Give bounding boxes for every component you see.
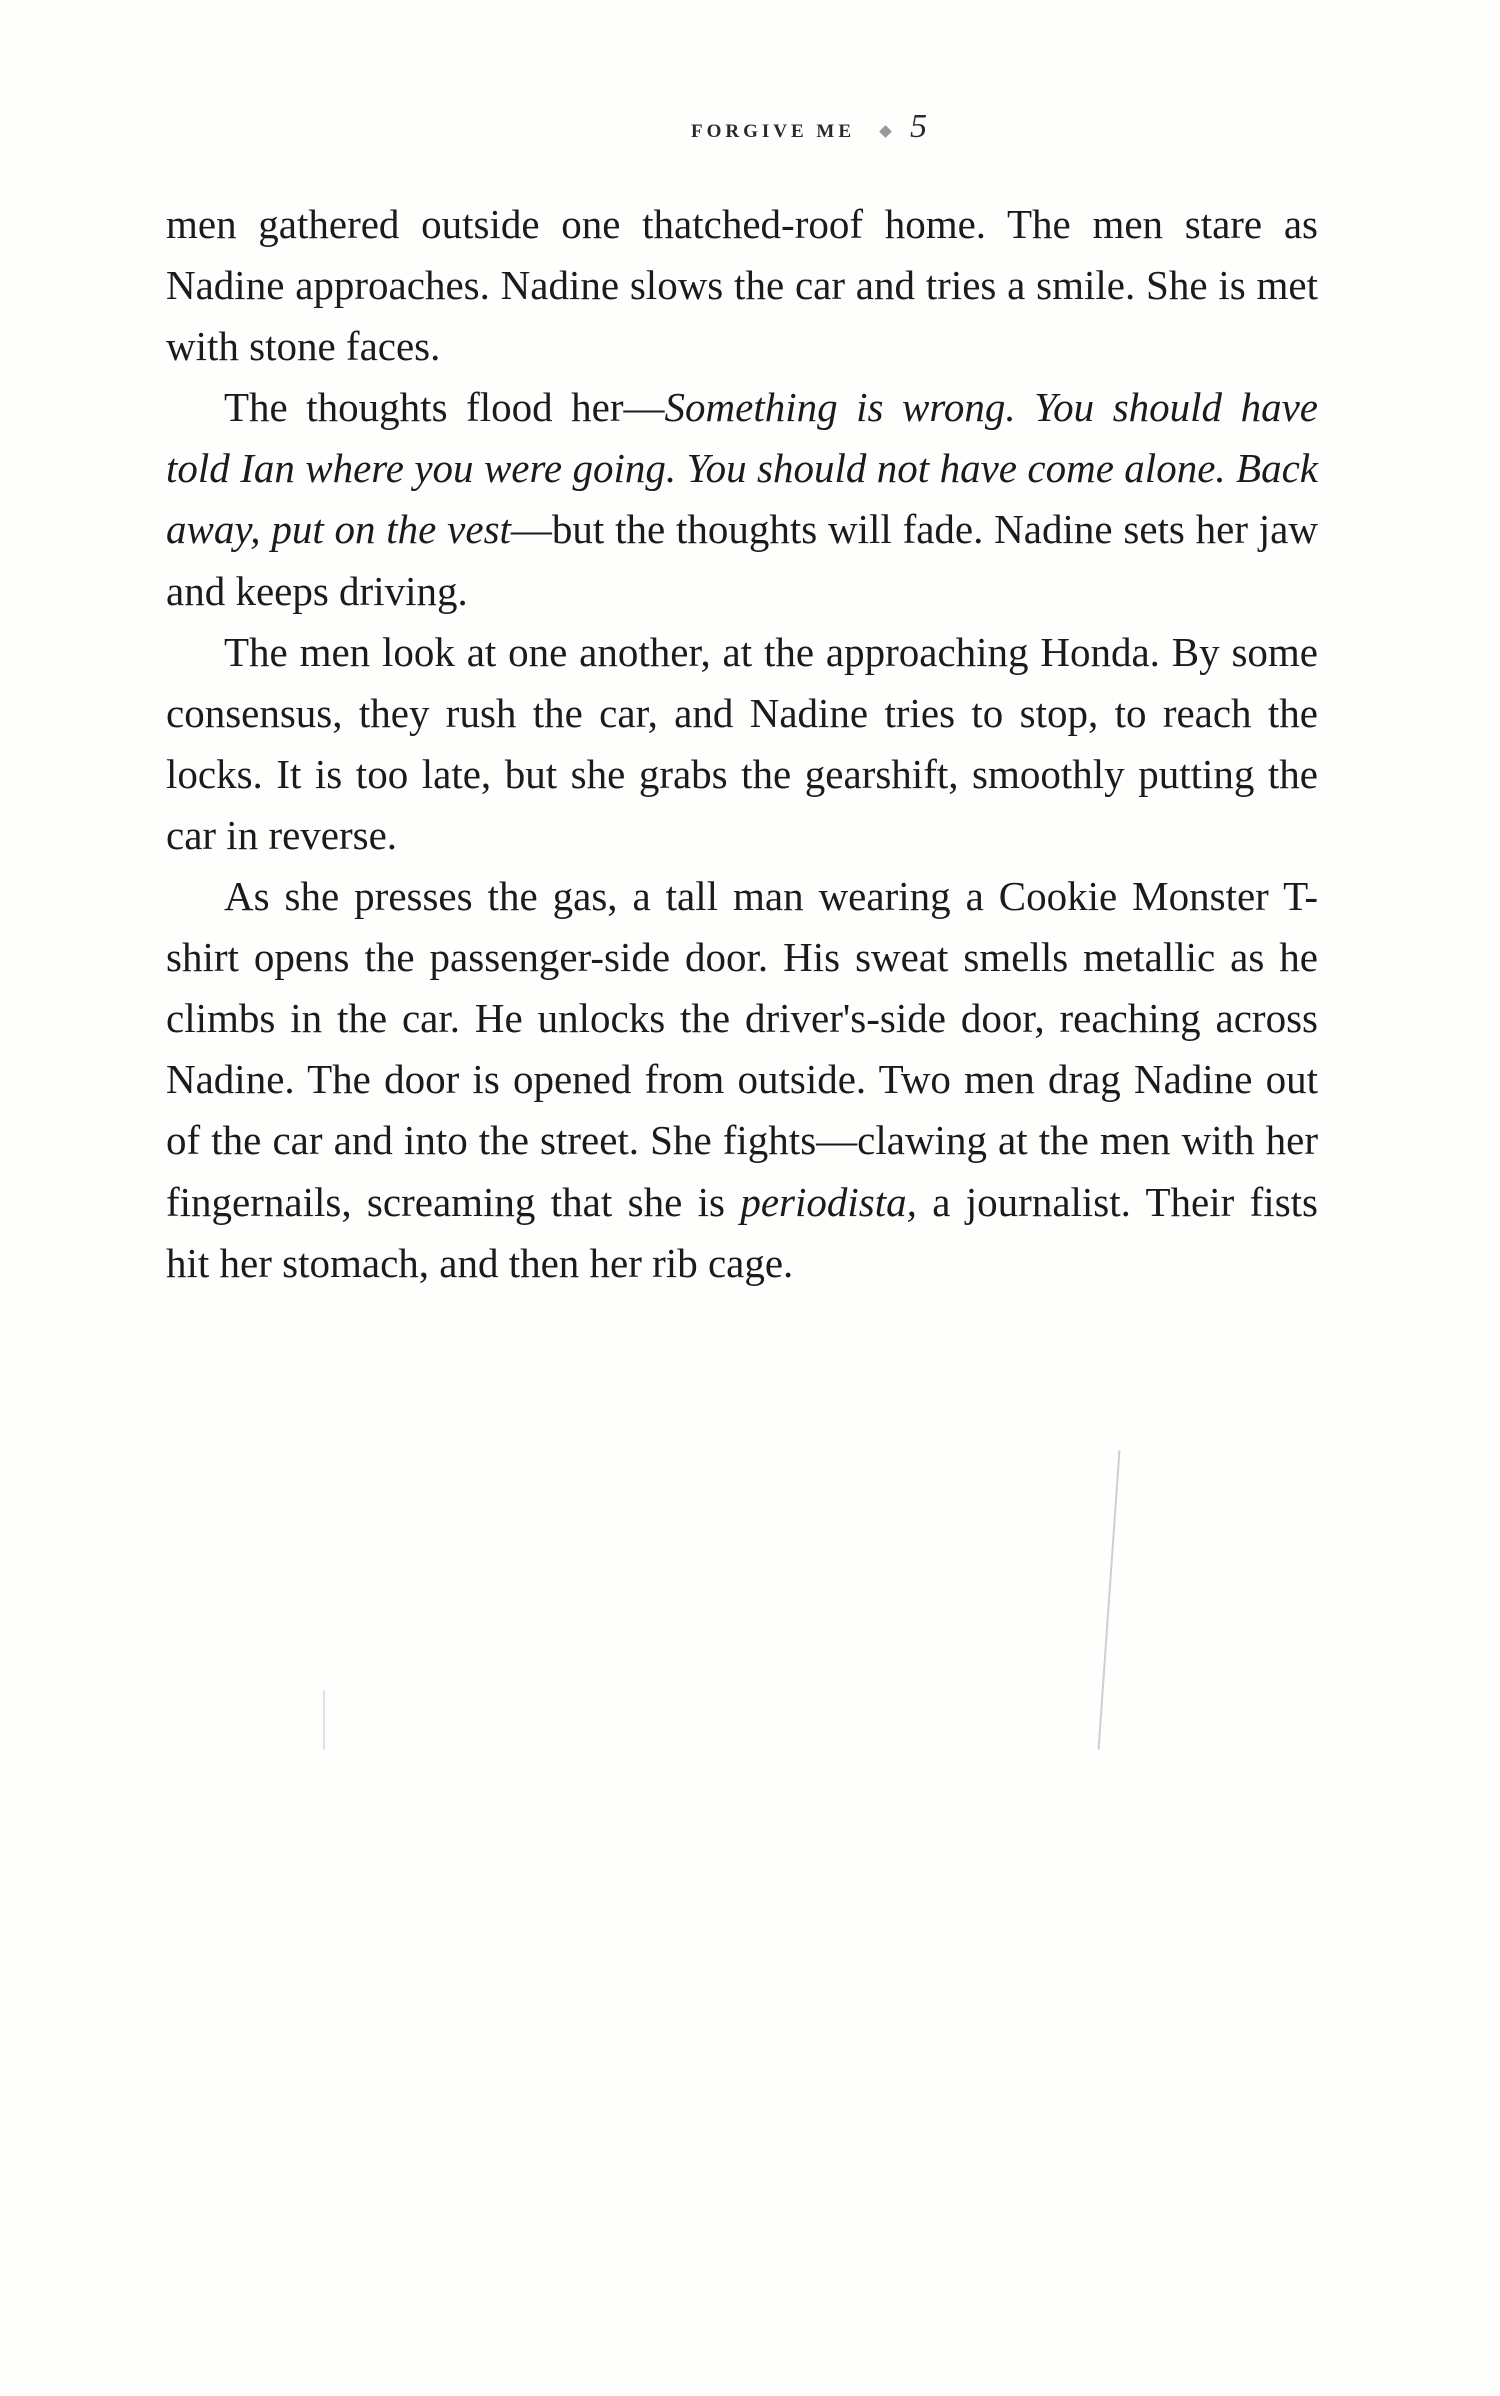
paragraph-4-italic: periodista, [740, 1178, 917, 1225]
paragraph-1-text: men gathered outside one thatched-roof home. The men stare as Nadine approaches. Nadine slows the car and tries a smile. She is met with stone faces. [166, 201, 1318, 370]
paragraph-4-text: As she presses the gas, a tall man wearing a Cookie Monster T-shirt opens the passenger-side door. His sweat smells metallic as he climbs in the car. He unlocks the driver's-side door, reaching across Nadine. The door is opened from outside. Two men drag Nadine out of the car and into the street. She fights—clawing at the men with her fingernails, screaming that she is [166, 873, 1318, 1225]
scan-artifact-line [323, 1690, 325, 1750]
running-head [0, 108, 1500, 146]
body-text [166, 194, 1318, 1294]
paragraph-2 [166, 377, 1318, 621]
ornament-icon [879, 125, 892, 138]
paragraph-2-pre: The thoughts flood her— [224, 384, 665, 431]
paragraph-2-italic: Something is wrong. You should have told Ian where you were going. You should not have come alone. Back away, put on the vest [166, 384, 1318, 553]
paragraph-1 [166, 194, 1318, 377]
scan-artifact-line [1098, 1450, 1121, 1749]
page-number: 5 [910, 108, 928, 145]
paragraph-4-post: a journalist. Their fists hit her stomach, and then her rib cage. [166, 1178, 1319, 1286]
running-title: FORGIVE ME [690, 121, 856, 142]
paragraph-3-text: The men look at one another, at the approaching Honda. By some consensus, they rush the car, and Nadine tries to stop, to reach the locks. It is too late, but she grabs the gearshift, smoothly putting the car in reverse. [166, 628, 1318, 858]
paragraph-2-post: —but the thoughts will fade. Nadine sets her jaw and keeps driving. [166, 506, 1318, 614]
paragraph-4 [166, 866, 1318, 1294]
paragraph-3 [166, 622, 1318, 866]
